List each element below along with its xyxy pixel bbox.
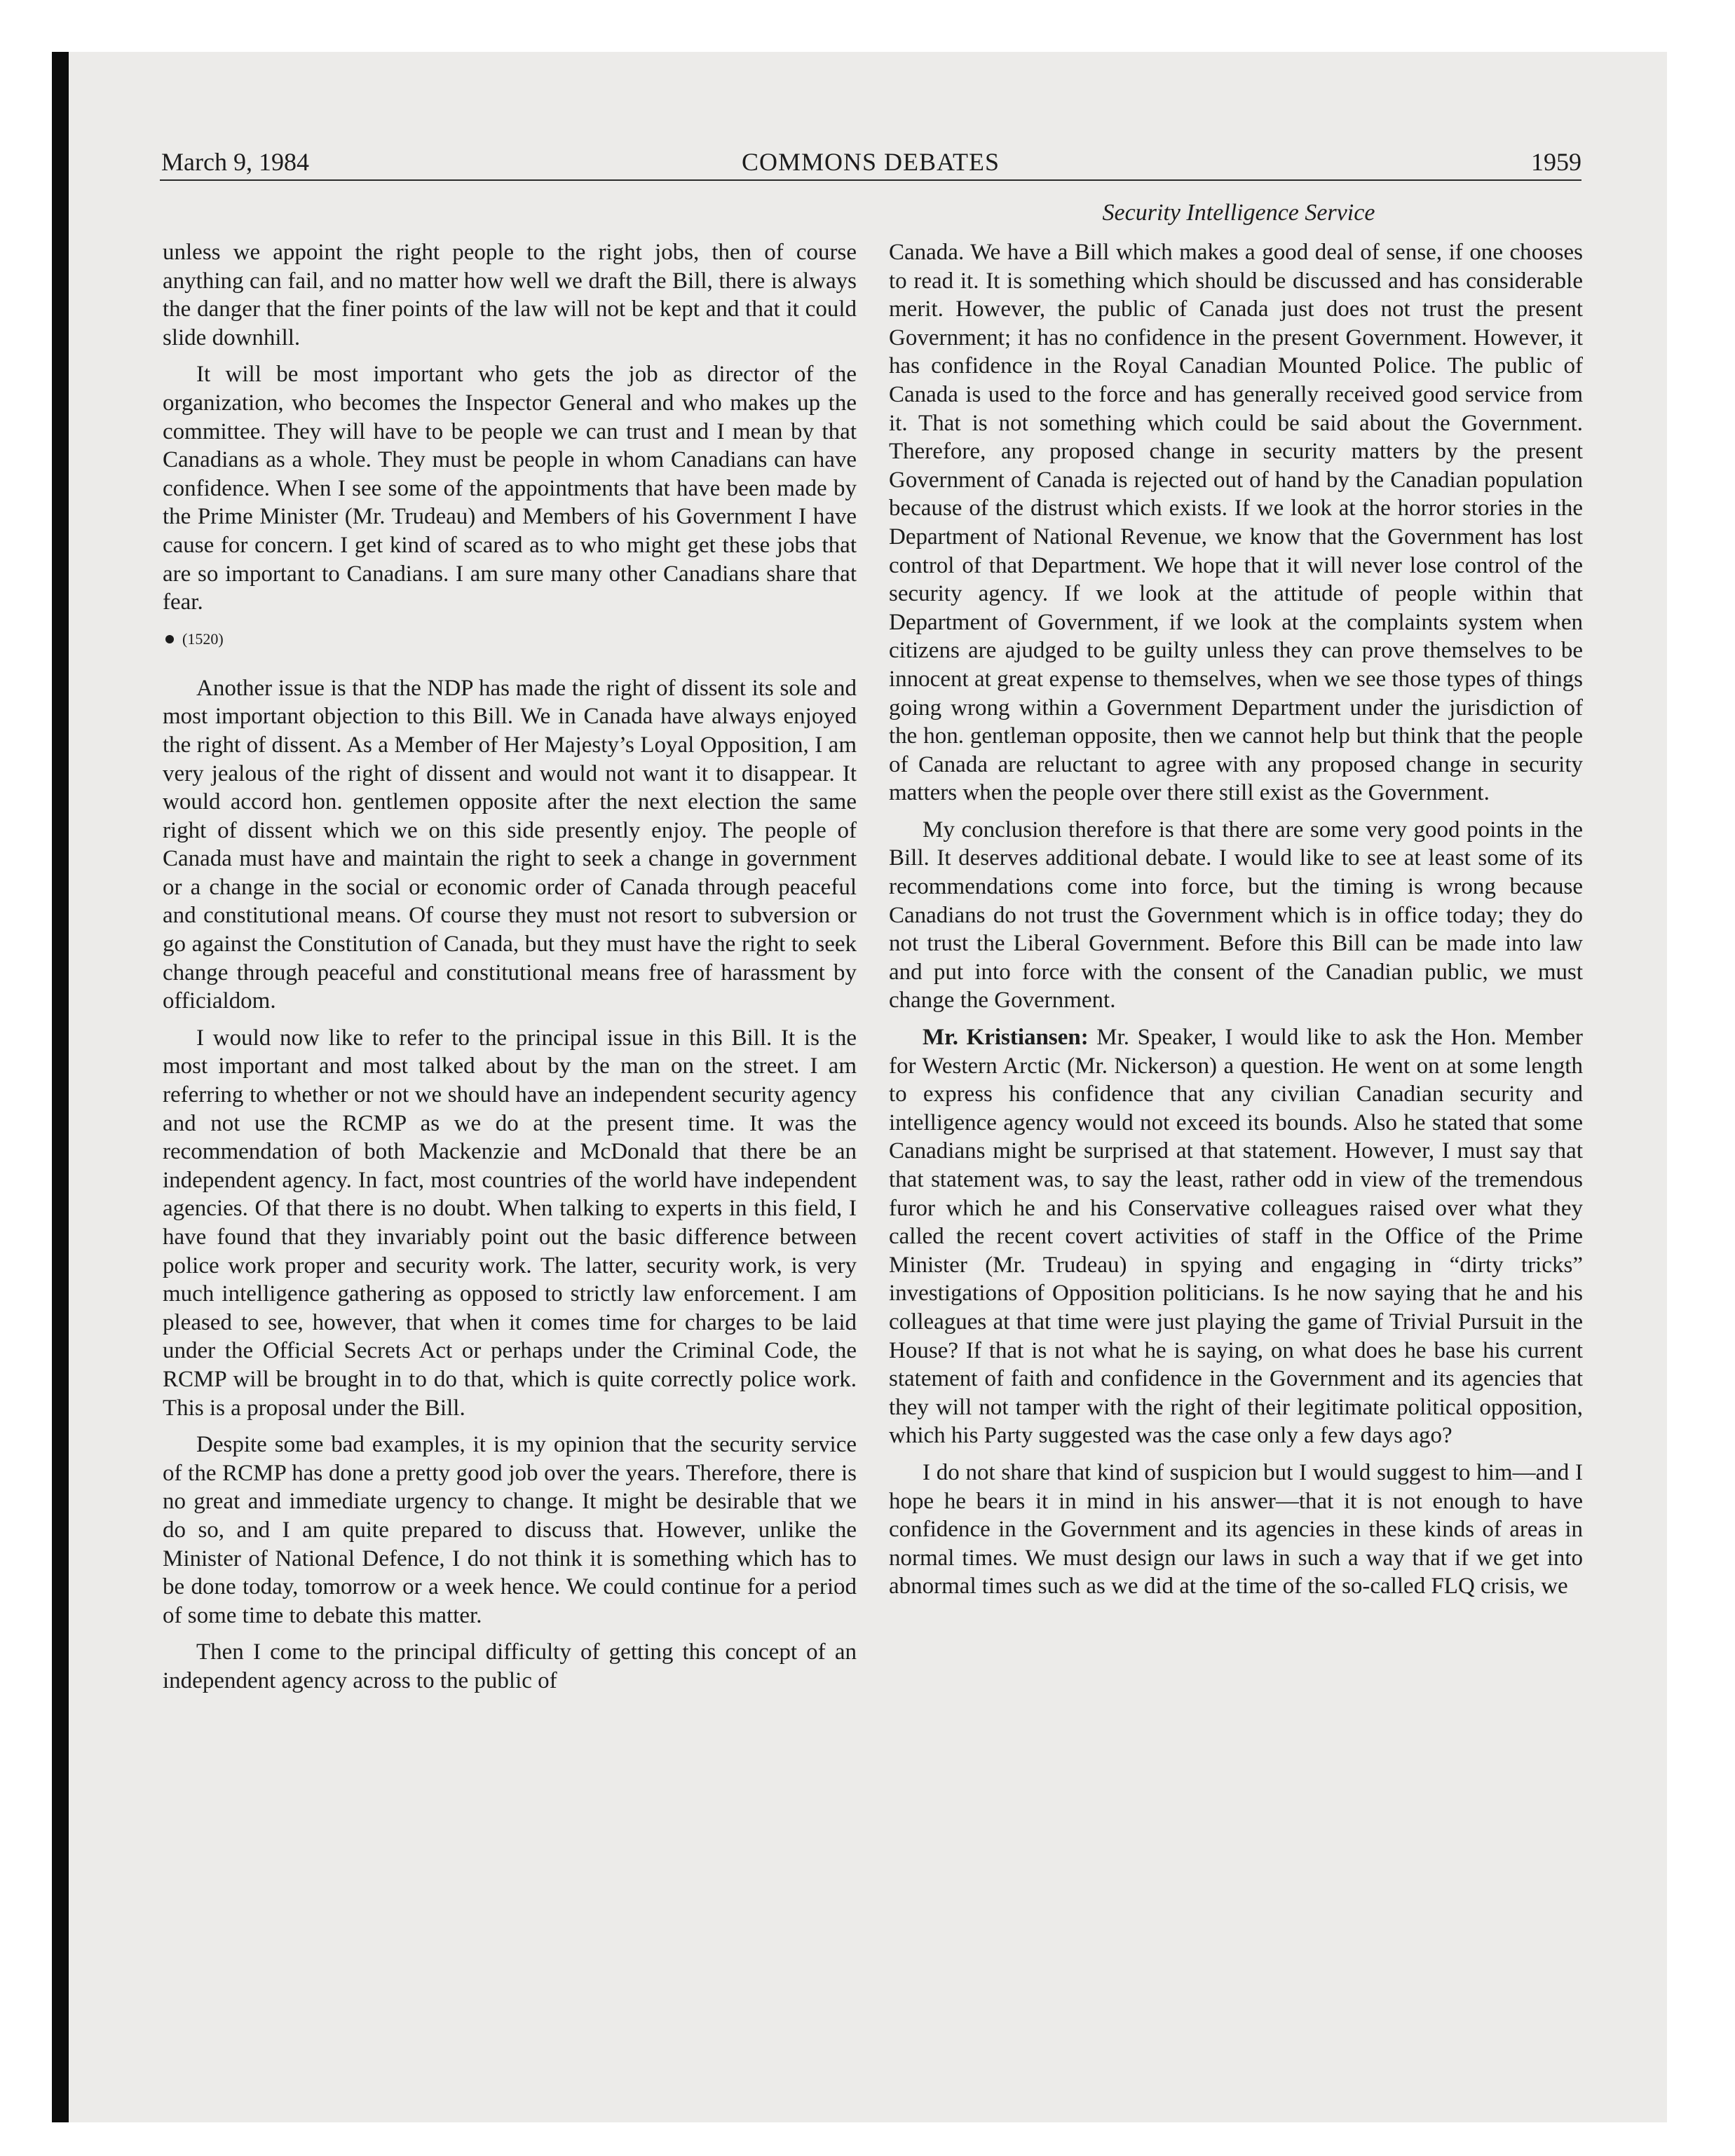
header-title: COMMONS DEBATES: [741, 148, 1000, 176]
right-paragraph-1: Canada. We have a Bill which makes a good deal of sense, if one chooses to read it. It is something which should be discussed and has considerable merit. However, the public of Canada just does not trust the present Government; it has no confidence in the present Government. However, it has confidence in the Royal Canadian Mounted Police. The public of Canada is used to the force and has generally received good service from it. That is not something which could be said about the Government. Therefore, any proposed change in security matters by the present Government of Canada is rejected out of hand by the Canadian population because of the distrust which exists. If we look at the horror stories in the Department of National Revenue, we know that the Government has lost control of that Department. We hope that it will never lose control of the security agency. If we look at the attitude of people within that Department of Government, if we look at the complaints system when citizens are ajudged to be guilty unless they can prove themselves to be innocent at great expense to themselves, when we see those types of things going wrong within a Government Department under the jurisdiction of the hon. gentleman opposite, then we cannot help but think that the people of Canada are reluctant to agree with any proposed change in security matters when the people over there still exist as the Government.: [889, 240, 1583, 806]
left-paragraph-1: unless we appoint the right people to the right jobs, then of course anything can fail, and no matter how well we draft the Bill, there is always the danger that the finer points of the law will not be kept and that it could slide downhill.: [163, 240, 857, 350]
left-paragraph-3: Another issue is that the NDP has made the right of dissent its sole and most important objection to this Bill. We in Canada have always enjoyed the right of dissent. As a Member of Her Majesty’s Loyal Opposition, I am very jealous of the right of dissent and would not want it to disappear. It would accord hon. gentlemen opposite after the next election the same right of dissent which we on this side presently enjoy. The people of Canada must have and maintain the right to seek a change in government or a change in the social or economic order of Canada through peaceful and constitutional means. Of course they must not resort to subversion or go against the Constitution of Canada, but they must have the right to seek change through peaceful and constitutional means free of harassment by officialdom.: [163, 675, 857, 1014]
right-column: [889, 238, 1583, 1609]
left-paragraph-5: Despite some bad examples, it is my opinion that the security service of the RCMP has done a pretty good job over the years. Therefore, there is no great and immediate urgency to change. It might be desirable that we do so, and I am quite prepared to discuss that. However, unlike the Minister of National Defence, I do not think it is something which has to be done today, tomorrow or a week hence. We could continue for a period of some time to debate this matter.: [163, 1432, 857, 1628]
page-header: [160, 140, 1581, 181]
time-marker: [165, 628, 857, 650]
header-date: March 9, 1984: [161, 148, 309, 176]
time-marker-label: (1520): [182, 629, 224, 648]
left-column: [163, 238, 857, 1704]
right-paragraph-2: My conclusion therefore is that there are some very good points in the Bill. It deserves additional debate. I would like to see at least some of its recommendations come into force, but the timing is wrong because Canadians do not trust the Government which is in office today; they do not trust the Liberal Government. Before this Bill can be made into law and put into force with the consent of the Canadian public, we must change the Government.: [889, 817, 1583, 1014]
scan-edge-shadow: [52, 52, 69, 2122]
subject-heading: Security Intelligence Service: [1102, 200, 1375, 226]
bullet-icon: [165, 635, 174, 643]
left-paragraph-6: Then I come to the principal difficulty of getting this concept of an independent agency across to the public of: [163, 1639, 857, 1693]
right-paragraph-3: [889, 1023, 1583, 1450]
right-paragraph-4: I do not share that kind of suspicion but I would suggest to him—and I hope he bears it in mind in his answer—that it is not enough to have confidence in the Government and its agencies in these kinds of areas in normal times. We must design our laws in such a way that if we get into abnormal times such as we did at the time of the so-called FLQ crisis, we: [889, 1459, 1583, 1599]
header-page-number: 1959: [1531, 148, 1581, 176]
speaker-name: Mr. Kristiansen:: [923, 1025, 1089, 1051]
left-paragraph-2: It will be most important who gets the job as director of the organization, who becomes the Inspector General and who makes up the committee. They will have to be people we can trust and I mean by that Canadians as a whole. They must be people in whom Canadians can have confidence. When I see some of the appointments that have been made by the Prime Minister (Mr. Trudeau) and Members of his Government I have cause for concern. I get kind of scared as to who might get these jobs that are so important to Canadians. I am sure many other Canadians share that fear.: [163, 362, 857, 615]
left-paragraph-4: I would now like to refer to the principal issue in this Bill. It is the most important and most talked about by the man on the street. I am referring to whether or not we should have an independent security agency and not use the RCMP as we do at the present time. It was the recommendation of both Mackenzie and McDonald that there be an independent agency. In fact, most countries of the world have independent agencies. Of that there is no doubt. When talking to experts in this field, I have found that they invariably point out the basic difference between police work proper and security work. The latter, security work, is very much intelligence gathering as opposed to strictly law enforcement. I am pleased to see, however, that when it comes time for charges to be laid under the Official Secrets Act or perhaps under the Criminal Code, the RCMP will be brought in to do that, which is quite correctly police work. This is a proposal under the Bill.: [163, 1025, 857, 1421]
speaker-text: Mr. Speaker, I would like to ask the Hon. Member for Western Arctic (Mr. Nickerson) a question. He went on at some length to express his confidence that any civilian Canadian security and intelligence agency would not exceed its bounds. Also he stated that some Canadians might be surprised at that statement. However, I must say that that statement was, to say the least, rather odd in view of the tremendous furor which he and his Conservative colleagues raised over what they called the recent covert activities of staff in the Office of the Prime Minister (Mr. Trudeau) in spying and engaging in “dirty tricks” investigations of Opposition politicians. Is he now saying that he and his colleagues at that time were just playing the game of Trivial Pursuit in the House? If that is not what he is saying, on what does he base his current statement of faith and confidence in the Government and its agencies that they will not tamper with the right of their legitimate political opposition, which his Party suggested was the case only a few days ago?: [889, 1025, 1583, 1449]
